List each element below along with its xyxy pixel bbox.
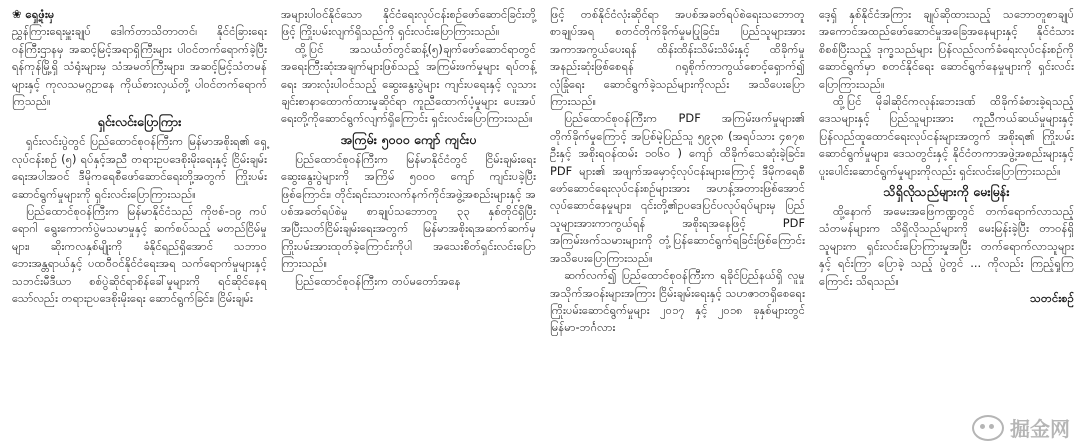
subheading-briefing: ရှင်းလင်းပြောကြား: [97, 114, 182, 130]
paragraph: ဒေ့ရှ် နှစ်နိုင်ငံအကြား ချုပ်ဆိုထားသည့် သဘောတူစာချုပ်အကောင်အထည်ဖော်ဆောင်မှုအခြေအနေများနှင့် နိုင်ငံသားစိစစ်ပြီးသည့် ဒုက္ခသည်များ ပြန်လည်လက်ခံရေးလုပ်ငန်းစဉ်ကို ဆောင်ရွက်မှာ စတင်နိုင်ရေး ဆောင်ရွက်နေမှုများကို ရှင်းလင်းပြောကြားသည်။: [819, 7, 1074, 91]
paragraph: အများပါဝင်နိုင်သော နိုင်ငံရေးလုပ်ငန်းစဉ်ဖော်ဆောင်ခြင်းတို့ဖြင့် ကြိုးပမ်းလျက်ရှိသည်ကို ရှင်းလင်းပြောကြားသည်။: [281, 7, 536, 39]
column-3: [546, 6, 809, 448]
paragraph: ဆက်လက်၍ ပြည်ထောင်စုဝန်ကြီးက ရခိုင်ပြည်နယ်ရှိ လူမှုအသိုက်အဝန်းများအကြား ငြိမ်းချမ်းရေးနှင့် သဟဇာတရှိစေရေး ကြိုးပမ်းဆောင်ရွက်မှုများ ၂၀၁၇ နှင့် ၂၀၁၈ ခုနှစ်များတွင် မြန်မာ-ဘင်္ဂလား: [550, 268, 805, 335]
column-1: [8, 6, 271, 448]
paragraph: ပြည်ထောင်စုဝန်ကြီးက တပ်မတော်အနေ: [295, 273, 461, 288]
column-2: [277, 6, 540, 448]
paragraph: ဖြင့် တစ်နိုင်ငံလုံးဆိုင်ရာ အပစ်အခတ်ရပ်စဲရေးသဘောတူစာချုပ်အရ စတင်တိုက်ခိုက်မှုမပြုခြင်း၊ ပြည်သူများအား အကာအကွယ်ပေးရန် ထိန်းထိန်းသိမ်းသိမ်းနှင့် ထိခိုက်မှုအနည်းဆုံးဖြစ်စေရန် ဂရုစိုက်ကာကွယ်စောင့်ရှောက်၍ လုံခြုံရေး ဆောင်ရွက်ခဲ့သည်များကိုလည်း အသိပေးပြောကြားသည်။: [550, 7, 805, 109]
paragraph: ပြည်ထောင်စုဝန်ကြီးက မြန်မာနိုင်ငံတွင် ငြိမ်းချမ်းရေးဆွေးနွေးပွဲများကို အကြိမ် ၅၀၀၀ ကျော် ကျင်းပခဲ့ပြီးဖြစ်ကြောင်း၊ တိုင်းရင်းသားလက်နက်ကိုင်အဖွဲ့အစည်းများနှင့် အပစ်အခတ်ရပ်စဲမှု စာချုပ်သဘောတူ ၃၃ နှစ်တိုင်ရှိပြီး အပြီးသတ်ငြိမ်းချမ်းရေးအတွက် မြန်မာအစိုးရအဆက်ဆက်မှ ကြိုးပမ်းအားထုတ်ခဲ့ကြောင်းကိုပါ အသေးစိတ်ရှင်းလင်းပြောကြားသည်။: [281, 151, 536, 271]
subheading-peace-talks: အကြမ်း ၅၀၀၀ ကျော် ကျင်းပ: [340, 131, 477, 147]
paragraph: ရှင်းလင်းပွဲတွင် ပြည်ထောင်စုဝန်ကြီးက မြန်မာအစိုးရ၏ ရှေ့လုပ်ငန်းစဉ် (၅) ရပ်နှင့်အညီ တရားဥပဒေစိုးမိုးရေးနှင့် ငြိမ်းချမ်းရေးအပါအဝင် ဒီမိုကရေစီဖော်ဆောင်ရေးတို့အတွက် ကြိုးပမ်းဆောင်ရွက်မှုများကို ရှင်းလင်းပြောကြားသည်။: [12, 134, 267, 201]
chat-bubble-icon: [972, 415, 1004, 441]
continued-from-front-label: ❀ ရှေ့ဖုံးမှ: [12, 7, 55, 21]
byline: သတင်းစဉ်: [1029, 291, 1074, 306]
paragraph: ပြည်ထောင်စုဝန်ကြီးက မြန်မာနိုင်ငံသည် ကိုဗစ်-၁၉ ကပ်ရောဂါ ရွေးကောက်ပွဲမသမာမှုနှင့် ဆက်စပ်သည့် မတည်ငြိမ်မှုများ၊ ဆိုးကလနှစ်မျိုးကို ခံနိုင်ရည်ရှိအောင် သဘာဝဘေးအန္တရာယ်နှင့် ပထဝီဝင်နိုင်ငံရေးအရ သက်ရောက်မှုများနှင့် သဘင်းမီဒီယာ စစ်ပွဲဆိုင်ရာစိန်ခေါ်မှုများကို ရင်ဆိုင်နေရသော်လည်း တရားဥပဒေစိုးမိုးရေး ဆောင်ရွက်ခြင်း၊ ငြိမ်းချမ်း: [12, 204, 267, 306]
paragraph: ထို့ပြင် အသင်္ယတ်တွင်ဆန့်(၅)ချက်ဖော်ဆောင်ရာတွင် အရေးကြီးဆုံးအချက်များဖြစ်သည့် အကြမ်းဖက်မှုများ ရပ်တန့်ရေး အားလုံးပါဝင်သည့် ဆွေးနွေးပွဲများ ကျင်းပရေးနှင့် လူသားချင်းစာနာထောက်ထားမှုဆိုင်ရာ ကူညီထောက်ပံ့မှုများ ပေးအပ်ရေးတို့ကိုဆောင်ရွက်လျက်ရှိကြောင်း ရှင်းလင်းပြောကြားသည်။: [281, 41, 536, 126]
watermark-text: 掘金网: [1010, 417, 1070, 441]
column-4: [815, 6, 1078, 448]
paragraph: ပြည်ထောင်စုဝန်ကြီးက PDF အကြမ်းဖက်မှုများ၏ တိုက်ခိုက်မှုကြောင့် အပြစ်မဲ့ပြည်သူ ၅၉၃၈ (အရပ်သား ၄၈၇၈ ဦးနှင့် အစိုးရဝန်ထမ်း ၁၀၆၀ ) ကျော် ထိခိုက်သေဆုံးခဲ့ခြင်း၊ PDF များ၏ အဖျက်အမှောင့်လုပ်ငန်းများကြောင့် ဒီမိုကရေစီဖော်ဆောင်ရေးလုပ်ငန်းစဉ်များအား အဟန့်အတားဖြစ်အောင် လုပ်ဆောင်နေမှုများ၊ ၎င်းတို့၏ဥပဒေပြင်ပလုပ်ရပ်များမှ ပြည်သူများအားကာကွယ်ရန် အစိုးရအနေဖြင့် PDF အကြမ်းဖက်သမားများကို တုံ့ပြန်ဆောင်ရွက်ရခြင်းဖြစ်ကြောင်း အသိပေးပြောကြားသည်။: [550, 111, 805, 265]
watermark: [972, 413, 1070, 442]
paragraph: ညွှန်ကြားရေးမှူးချုပ် ဒေါက်တာသိတာတင်၊ နိုင်ငံခြားရေးဝန်ကြီးဌာနမှ အဆင့်မြင့်အရာရှိကြီးများ ပါဝင်တက်ရောက်ခဲ့ပြီး ရန်ကုန်မြို့ရှိ သံရုံးများမှ သံအမတ်ကြီးများ၊ အဆင့်မြင့်သံတမန်များနှင့် ကုလသမဂ္ဂဥာနေ ကိုယ်စားလှယ်တို့ ပါဝင်တက်ရောက်ကြသည်။: [12, 24, 267, 109]
paragraph: ထို့ပြင် မိုခါဆိုင်ကလုန်းဘေးဒဏ် ထိခိုက်ခံစားခဲ့ရသည့် ဒေသများနှင့် ပြည်သူများအား ကူညီကယ်ဆယ်မှုများနှင့် ပြန်လည်ထူထောင်ရေးလုပ်ငန်းများအတွက် အစိုးရ၏ ကြိုးပမ်းဆောင်ရွက်မှုများ၊ ဒေသတွင်းနှင့် နိုင်ငံတကာအဖွဲ့အစည်းများနှင့် ပူးပေါင်းဆောင်ရွက်မှုများကိုလည်း ရှင်းလင်းပြောကြားသည်။: [819, 94, 1074, 178]
subheading-questions: သိရှိလိုသည်များကို မေးမြန်း: [883, 184, 1010, 200]
paragraph: ထို့နောက် အမေးအဖြေကဏ္ဍတွင် တက်ရောက်လာသည့် သံတမန်များက သိရှိလိုသည်များကို မေးမြန်းခဲ့ပြီး တာဝန်ရှိသူများက ရှင်းလင်းပြောကြားမှုအပြီး တက်ရောက်လာသူများ နှင့် ရင်းကြာ ပြောခဲ့ သည့် ပွဲတွင် ... ကိုလည်း ကြည့်ရှုကြကြောင်း သိရသည်။: [819, 204, 1074, 288]
